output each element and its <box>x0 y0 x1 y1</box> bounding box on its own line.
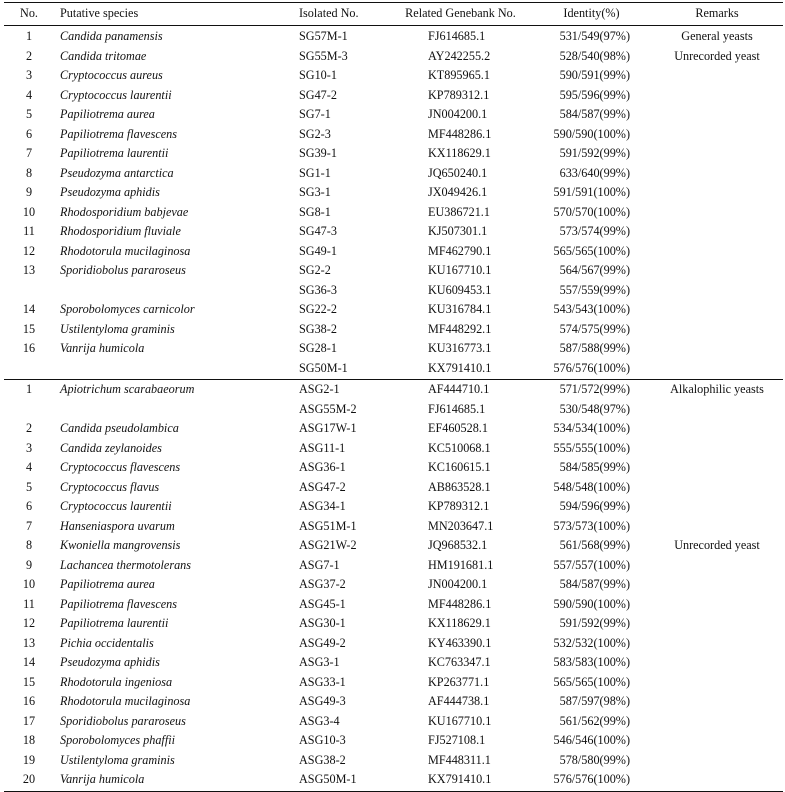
cell-isolated: SG39-1 <box>299 146 337 160</box>
cell-species: Papiliotrema flavescens <box>60 596 177 611</box>
table-row <box>4 339 783 359</box>
cell-isolated: ASG49-3 <box>299 694 346 708</box>
cell-species: Rhodotorula mucilaginosa <box>60 243 191 258</box>
cell-no: 17 <box>22 713 36 728</box>
cell-genebank: JN004200.1 <box>428 107 488 121</box>
cell-no: 4 <box>25 460 33 474</box>
table-row <box>4 770 783 790</box>
cell-no: 2 <box>25 48 33 63</box>
cell-no: 8 <box>25 538 33 552</box>
table-row <box>4 47 783 67</box>
cell-genebank: JQ968532.1 <box>428 538 488 552</box>
cell-isolated: ASG45-1 <box>299 596 346 611</box>
cell-no: 14 <box>22 655 36 669</box>
cell-species: Rhodotorula ingeniosa <box>60 674 173 689</box>
table-row <box>4 261 783 281</box>
cell-genebank: KP263771.1 <box>428 674 490 689</box>
cell-genebank: KU167710.1 <box>428 713 492 728</box>
table-row <box>4 595 783 615</box>
cell-no: 3 <box>25 68 33 82</box>
cell-genebank: KY463390.1 <box>428 635 492 650</box>
cell-species: Apiotrichum scarabaeorum <box>60 382 195 396</box>
cell-isolated: SG2-2 <box>299 263 331 277</box>
cell-identity: 587/597(98%) <box>559 694 630 708</box>
cell-identity: 584/587(99%) <box>559 107 630 121</box>
cell-isolated: SG36-3 <box>299 282 337 297</box>
cell-genebank: KU167710.1 <box>428 263 492 277</box>
header-species: Putative species <box>60 6 139 20</box>
cell-identity: 557/559(99%) <box>559 282 630 297</box>
table-row <box>4 300 783 320</box>
cell-genebank: AF444738.1 <box>428 694 490 708</box>
cell-isolated: ASG55M-2 <box>299 401 357 416</box>
table-row <box>4 164 783 184</box>
cell-species: Rhodosporidium fluviale <box>60 224 181 238</box>
cell-identity: 548/548(100%) <box>553 479 630 494</box>
cell-isolated: SG10-1 <box>299 68 337 82</box>
header-remarks: Remarks <box>695 6 739 20</box>
table-bottom-rule <box>4 791 783 792</box>
cell-genebank: KU609453.1 <box>428 282 492 297</box>
cell-isolated: ASG3-4 <box>299 713 340 728</box>
cell-no: 20 <box>22 772 36 786</box>
cell-isolated: ASG7-1 <box>299 557 340 572</box>
cell-identity: 591/591(100%) <box>553 185 630 199</box>
cell-isolated: ASG50M-1 <box>299 772 357 786</box>
cell-identity: 584/587(99%) <box>559 577 630 591</box>
cell-isolated: SG47-2 <box>299 87 337 102</box>
cell-species: Hanseniaspora uvarum <box>60 518 175 533</box>
cell-species: Candida panamensis <box>60 29 163 43</box>
cell-species: Papiliotrema aurea <box>60 107 155 121</box>
cell-isolated: SG7-1 <box>299 107 331 121</box>
cell-identity: 530/548(97%) <box>559 401 630 416</box>
cell-no: 1 <box>25 29 33 43</box>
header-no: No. <box>20 6 38 20</box>
cell-no: 13 <box>22 635 36 650</box>
cell-no: 6 <box>25 126 33 141</box>
cell-identity: 528/540(98%) <box>559 48 630 63</box>
cell-identity: 561/568(99%) <box>559 538 630 552</box>
cell-isolated: SG28-1 <box>299 341 337 355</box>
cell-genebank: JQ650240.1 <box>428 165 488 180</box>
cell-species: Ustilentyloma graminis <box>60 321 175 336</box>
cell-genebank: MF448311.1 <box>428 752 491 767</box>
cell-genebank: KU316773.1 <box>428 341 492 355</box>
cell-isolated: SG49-1 <box>299 243 337 258</box>
cell-species: Candida pseudolambica <box>60 421 179 435</box>
cell-identity: 595/596(99%) <box>559 87 630 102</box>
cell-identity: 557/557(100%) <box>553 557 630 572</box>
cell-identity: 546/546(100%) <box>553 733 630 747</box>
cell-identity: 590/590(100%) <box>553 596 630 611</box>
cell-identity: 591/592(99%) <box>559 146 630 160</box>
cell-no: 16 <box>22 341 36 355</box>
cell-no: 10 <box>22 204 36 219</box>
cell-genebank: KX791410.1 <box>428 360 492 375</box>
cell-genebank: FJ614685.1 <box>428 401 486 416</box>
cell-identity: 534/534(100%) <box>553 421 630 435</box>
table-row <box>4 242 783 262</box>
cell-genebank: KX118629.1 <box>428 146 491 160</box>
cell-species: Candida zeylanoides <box>60 440 162 455</box>
cell-isolated: SG8-1 <box>299 204 331 219</box>
cell-genebank: KP789312.1 <box>428 499 490 513</box>
cell-no: 11 <box>23 224 35 238</box>
cell-isolated: SG50M-1 <box>299 360 348 375</box>
cell-no: 18 <box>22 733 36 747</box>
cell-species: Lachancea thermotolerans <box>60 557 191 572</box>
cell-identity: 561/562(99%) <box>559 713 630 728</box>
cell-identity: 591/592(99%) <box>559 616 630 630</box>
table-row <box>4 86 783 106</box>
cell-species: Rhodosporidium babjevae <box>60 204 189 219</box>
cell-isolated: SG22-2 <box>299 302 337 316</box>
cell-no: 9 <box>25 185 33 199</box>
cell-no: 3 <box>25 440 33 455</box>
cell-species: Sporobolomyces phaffii <box>60 733 175 747</box>
table-row <box>4 400 783 420</box>
header-isolated: Isolated No. <box>299 6 359 20</box>
cell-species: Kwoniella mangrovensis <box>60 538 181 552</box>
cell-genebank: KC160615.1 <box>428 460 491 474</box>
cell-species: Papiliotrema laurentii <box>60 616 169 630</box>
cell-species: Cryptococcus aureus <box>60 68 163 82</box>
cell-genebank: KX791410.1 <box>428 772 492 786</box>
table-row <box>4 712 783 732</box>
cell-species: Sporobolomyces carnicolor <box>60 302 195 316</box>
cell-no: 8 <box>25 165 33 180</box>
cell-no: 16 <box>22 694 36 708</box>
cell-genebank: KT895965.1 <box>428 68 490 82</box>
cell-genebank: FJ614685.1 <box>428 29 486 43</box>
table-row <box>4 575 783 595</box>
cell-identity: 570/570(100%) <box>553 204 630 219</box>
cell-isolated: SG1-1 <box>299 165 331 180</box>
table-row <box>4 125 783 145</box>
cell-identity: 633/640(99%) <box>559 165 630 180</box>
cell-isolated: ASG37-2 <box>299 577 346 591</box>
cell-genebank: KU316784.1 <box>428 302 492 316</box>
general-yeasts-group <box>4 27 783 378</box>
cell-species: Cryptococcus laurentii <box>60 87 172 102</box>
cell-remarks: Alkalophilic yeasts <box>670 382 764 396</box>
cell-isolated: ASG10-3 <box>299 733 346 747</box>
cell-isolated: SG57M-1 <box>299 29 348 43</box>
cell-no: 1 <box>25 382 33 396</box>
cell-genebank: KP789312.1 <box>428 87 490 102</box>
cell-no: 9 <box>25 557 33 572</box>
cell-identity: 578/580(99%) <box>559 752 630 767</box>
table-row <box>4 458 783 478</box>
cell-no: 15 <box>22 674 36 689</box>
table-row <box>4 673 783 693</box>
table-row <box>4 66 783 86</box>
cell-no: 19 <box>22 752 36 767</box>
cell-no: 11 <box>23 596 35 611</box>
cell-identity: 543/543(100%) <box>553 302 630 316</box>
cell-species: Vanrija humicola <box>60 341 145 355</box>
cell-identity: 555/555(100%) <box>553 440 630 455</box>
cell-identity: 594/596(99%) <box>559 499 630 513</box>
header-rule <box>4 25 783 26</box>
alkalophilic-yeasts-group <box>4 380 783 790</box>
cell-genebank: MF448292.1 <box>428 321 492 336</box>
cell-isolated: ASG11-1 <box>299 440 346 455</box>
cell-no: 13 <box>22 263 36 277</box>
cell-isolated: SG2-3 <box>299 126 331 141</box>
yeast-identification-table <box>4 2 783 792</box>
cell-identity: 573/574(99%) <box>559 224 630 238</box>
cell-species: Papiliotrema flavescens <box>60 126 177 141</box>
cell-remarks: General yeasts <box>681 29 753 43</box>
table-row <box>4 380 783 400</box>
cell-remarks: Unrecorded yeast <box>674 538 760 552</box>
cell-isolated: ASG51M-1 <box>299 518 357 533</box>
cell-genebank: HM191681.1 <box>428 557 494 572</box>
cell-species: Rhodotorula mucilaginosa <box>60 694 191 708</box>
header-genebank: Related Genebank No. <box>405 6 516 20</box>
cell-no: 12 <box>22 616 36 630</box>
cell-no: 2 <box>25 421 33 435</box>
cell-genebank: JX049426.1 <box>428 185 488 199</box>
cell-isolated: ASG21W-2 <box>299 538 357 552</box>
table-row <box>4 614 783 634</box>
table-row <box>4 281 783 301</box>
cell-isolated: SG47-3 <box>299 224 337 238</box>
cell-species: Cryptococcus laurentii <box>60 499 172 513</box>
cell-isolated: ASG30-1 <box>299 616 346 630</box>
cell-isolated: SG55M-3 <box>299 48 348 63</box>
cell-genebank: JN004200.1 <box>428 577 488 591</box>
table-row <box>4 517 783 537</box>
cell-genebank: KC510068.1 <box>428 440 491 455</box>
cell-species: Pseudozyma antarctica <box>60 165 174 180</box>
table-row <box>4 731 783 751</box>
cell-isolated: ASG17W-1 <box>299 421 357 435</box>
table-row <box>4 222 783 242</box>
cell-identity: 584/585(99%) <box>559 460 630 474</box>
cell-isolated: ASG33-1 <box>299 674 346 689</box>
cell-identity: 590/590(100%) <box>553 126 630 141</box>
cell-species: Sporidiobolus pararoseus <box>60 713 186 728</box>
cell-remarks: Unrecorded yeast <box>674 48 760 63</box>
cell-identity: 587/588(99%) <box>559 341 630 355</box>
cell-identity: 590/591(99%) <box>559 68 630 82</box>
table-row <box>4 497 783 517</box>
cell-isolated: ASG2-1 <box>299 382 340 396</box>
table-row <box>4 692 783 712</box>
cell-genebank: EF460528.1 <box>428 421 488 435</box>
table-row <box>4 144 783 164</box>
cell-isolated: ASG38-2 <box>299 752 346 767</box>
cell-genebank: MN203647.1 <box>428 518 494 533</box>
cell-no: 7 <box>25 518 33 533</box>
cell-genebank: MF462790.1 <box>428 243 492 258</box>
cell-species: Pichia occidentalis <box>60 635 154 650</box>
table-row <box>4 203 783 223</box>
table-row <box>4 751 783 771</box>
cell-species: Pseudozyma aphidis <box>60 185 160 199</box>
cell-identity: 574/575(99%) <box>559 321 630 336</box>
cell-identity: 564/567(99%) <box>559 263 630 277</box>
cell-no: 10 <box>22 577 36 591</box>
cell-identity: 571/572(99%) <box>559 382 630 396</box>
cell-genebank: MF448286.1 <box>428 126 492 141</box>
cell-no: 12 <box>22 243 36 258</box>
cell-isolated: ASG36-1 <box>299 460 346 474</box>
cell-species: Vanrija humicola <box>60 772 145 786</box>
cell-species: Papiliotrema aurea <box>60 577 155 591</box>
table-row <box>4 27 783 47</box>
cell-genebank: KC763347.1 <box>428 655 491 669</box>
cell-genebank: KX118629.1 <box>428 616 491 630</box>
cell-isolated: SG3-1 <box>299 185 331 199</box>
cell-isolated: ASG47-2 <box>299 479 346 494</box>
table-row <box>4 419 783 439</box>
table-row <box>4 653 783 673</box>
cell-isolated: SG38-2 <box>299 321 337 336</box>
cell-genebank: AY242255.2 <box>428 48 491 63</box>
table-row <box>4 105 783 125</box>
cell-identity: 576/576(100%) <box>553 360 630 375</box>
cell-genebank: KJ507301.1 <box>428 224 488 238</box>
cell-isolated: ASG49-2 <box>299 635 346 650</box>
cell-no: 4 <box>25 87 33 102</box>
cell-species: Sporidiobolus pararoseus <box>60 263 186 277</box>
cell-no: 5 <box>25 479 33 494</box>
cell-identity: 531/549(97%) <box>559 29 630 43</box>
cell-genebank: AB863528.1 <box>428 479 491 494</box>
cell-species: Candida tritomae <box>60 48 147 63</box>
cell-genebank: MF448286.1 <box>428 596 492 611</box>
cell-genebank: AF444710.1 <box>428 382 490 396</box>
cell-no: 7 <box>25 146 33 160</box>
cell-no: 5 <box>25 107 33 121</box>
cell-species: Pseudozyma aphidis <box>60 655 160 669</box>
cell-genebank: FJ527108.1 <box>428 733 486 747</box>
cell-isolated: ASG3-1 <box>299 655 340 669</box>
header-identity: Identity(%) <box>563 6 620 20</box>
cell-species: Ustilentyloma graminis <box>60 752 175 767</box>
cell-species: Papiliotrema laurentii <box>60 146 169 160</box>
cell-identity: 583/583(100%) <box>553 655 630 669</box>
table-row <box>4 478 783 498</box>
cell-identity: 565/565(100%) <box>553 243 630 258</box>
cell-species: Cryptococcus flavescens <box>60 460 181 474</box>
cell-no: 6 <box>25 499 33 513</box>
cell-no: 14 <box>22 302 36 316</box>
table-row <box>4 536 783 556</box>
table-row <box>4 320 783 340</box>
table-row <box>4 439 783 459</box>
table-header-row <box>4 3 783 23</box>
cell-genebank: EU386721.1 <box>428 204 490 219</box>
table-row <box>4 183 783 203</box>
table-row <box>4 556 783 576</box>
cell-isolated: ASG34-1 <box>299 499 346 513</box>
cell-identity: 573/573(100%) <box>553 518 630 533</box>
cell-identity: 532/532(100%) <box>553 635 630 650</box>
cell-identity: 576/576(100%) <box>553 772 630 786</box>
cell-no: 15 <box>22 321 36 336</box>
table-row <box>4 634 783 654</box>
table-row <box>4 359 783 379</box>
cell-identity: 565/565(100%) <box>553 674 630 689</box>
cell-species: Cryptococcus flavus <box>60 479 160 494</box>
